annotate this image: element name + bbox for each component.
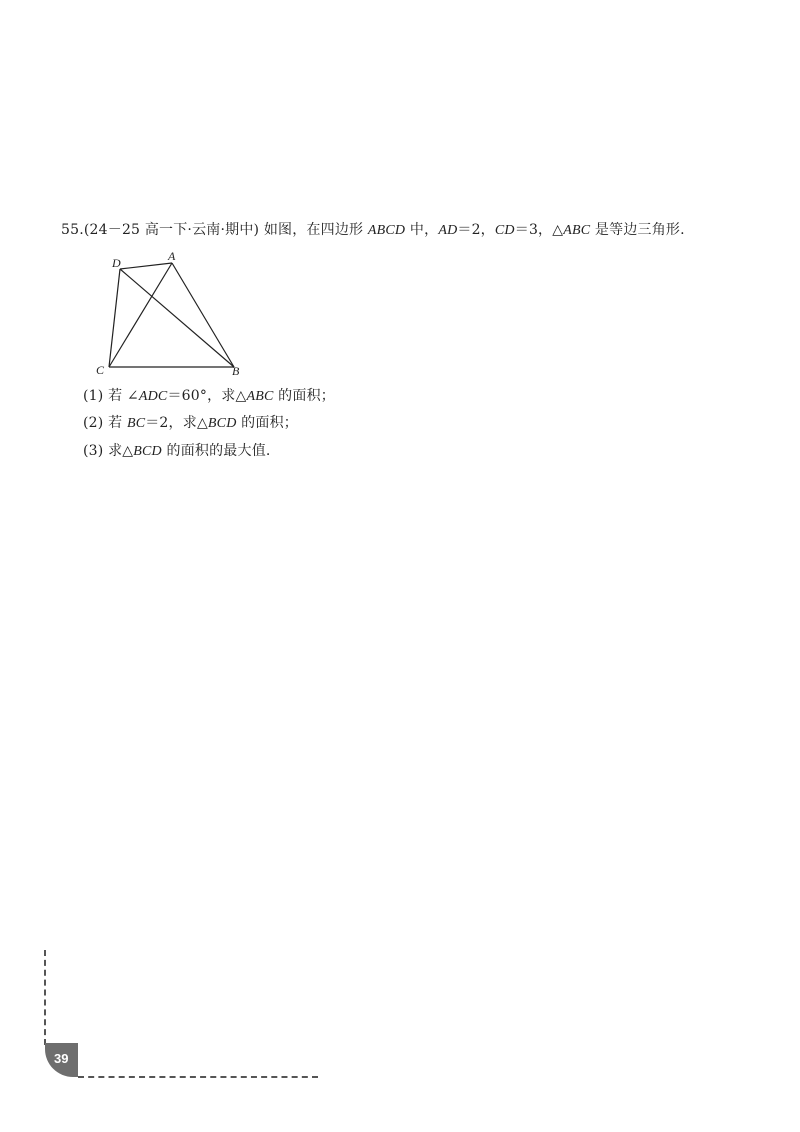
- side-bc: BC: [126, 416, 146, 431]
- triangle-bcd: BCD: [207, 416, 237, 431]
- subquestion-text: ＝60°，求△: [167, 388, 247, 404]
- subquestion-text: 的面积的最大值.: [161, 443, 271, 459]
- side-cd: CD: [494, 223, 515, 238]
- problem-text: ＝2，: [457, 222, 495, 238]
- side-ad: AD: [438, 223, 458, 238]
- problem-statement: [61, 220, 685, 241]
- page-border-horizontal: [78, 1076, 318, 1078]
- subquestion-text: 的面积；: [273, 388, 335, 404]
- page-border-vertical: [44, 950, 46, 1045]
- quad-name: ABCD: [367, 223, 406, 238]
- subquestion-text: (1) 若 ∠: [83, 388, 139, 404]
- subquestion-2: [83, 413, 298, 434]
- vertex-label-a: A: [168, 249, 176, 263]
- subquestion-3: [83, 441, 271, 462]
- problem-number: 55.: [61, 222, 84, 238]
- page-number: 39: [54, 1051, 69, 1066]
- vertex-label-d: D: [112, 256, 121, 270]
- triangle-abc: ABC: [563, 223, 591, 238]
- subquestion-text: (3) 求△: [83, 443, 134, 459]
- vertex-label-c: C: [96, 363, 105, 377]
- problem-text: 中，: [405, 222, 439, 238]
- problem-text: 如图，在四边形: [259, 222, 368, 238]
- problem-source: (24－25 高一下·云南·期中): [83, 222, 260, 238]
- edge-ab: [172, 263, 234, 367]
- problem-text: ＝3，△: [514, 222, 564, 238]
- subquestion-text: 的面积；: [236, 415, 298, 431]
- subquestion-text: (2) 若: [83, 415, 127, 431]
- diagonal-db: [120, 269, 234, 367]
- subquestion-1: [83, 386, 335, 407]
- triangle-bcd: BCD: [133, 444, 162, 459]
- vertex-label-b: B: [232, 364, 240, 378]
- triangle-abc: ABC: [246, 389, 274, 404]
- edge-da: [120, 263, 172, 269]
- subquestion-text: ＝2，求△: [145, 415, 208, 431]
- quadrilateral-figure: [90, 245, 260, 380]
- angle-adc: ADC: [138, 389, 168, 404]
- problem-text: 是等边三角形.: [590, 222, 685, 238]
